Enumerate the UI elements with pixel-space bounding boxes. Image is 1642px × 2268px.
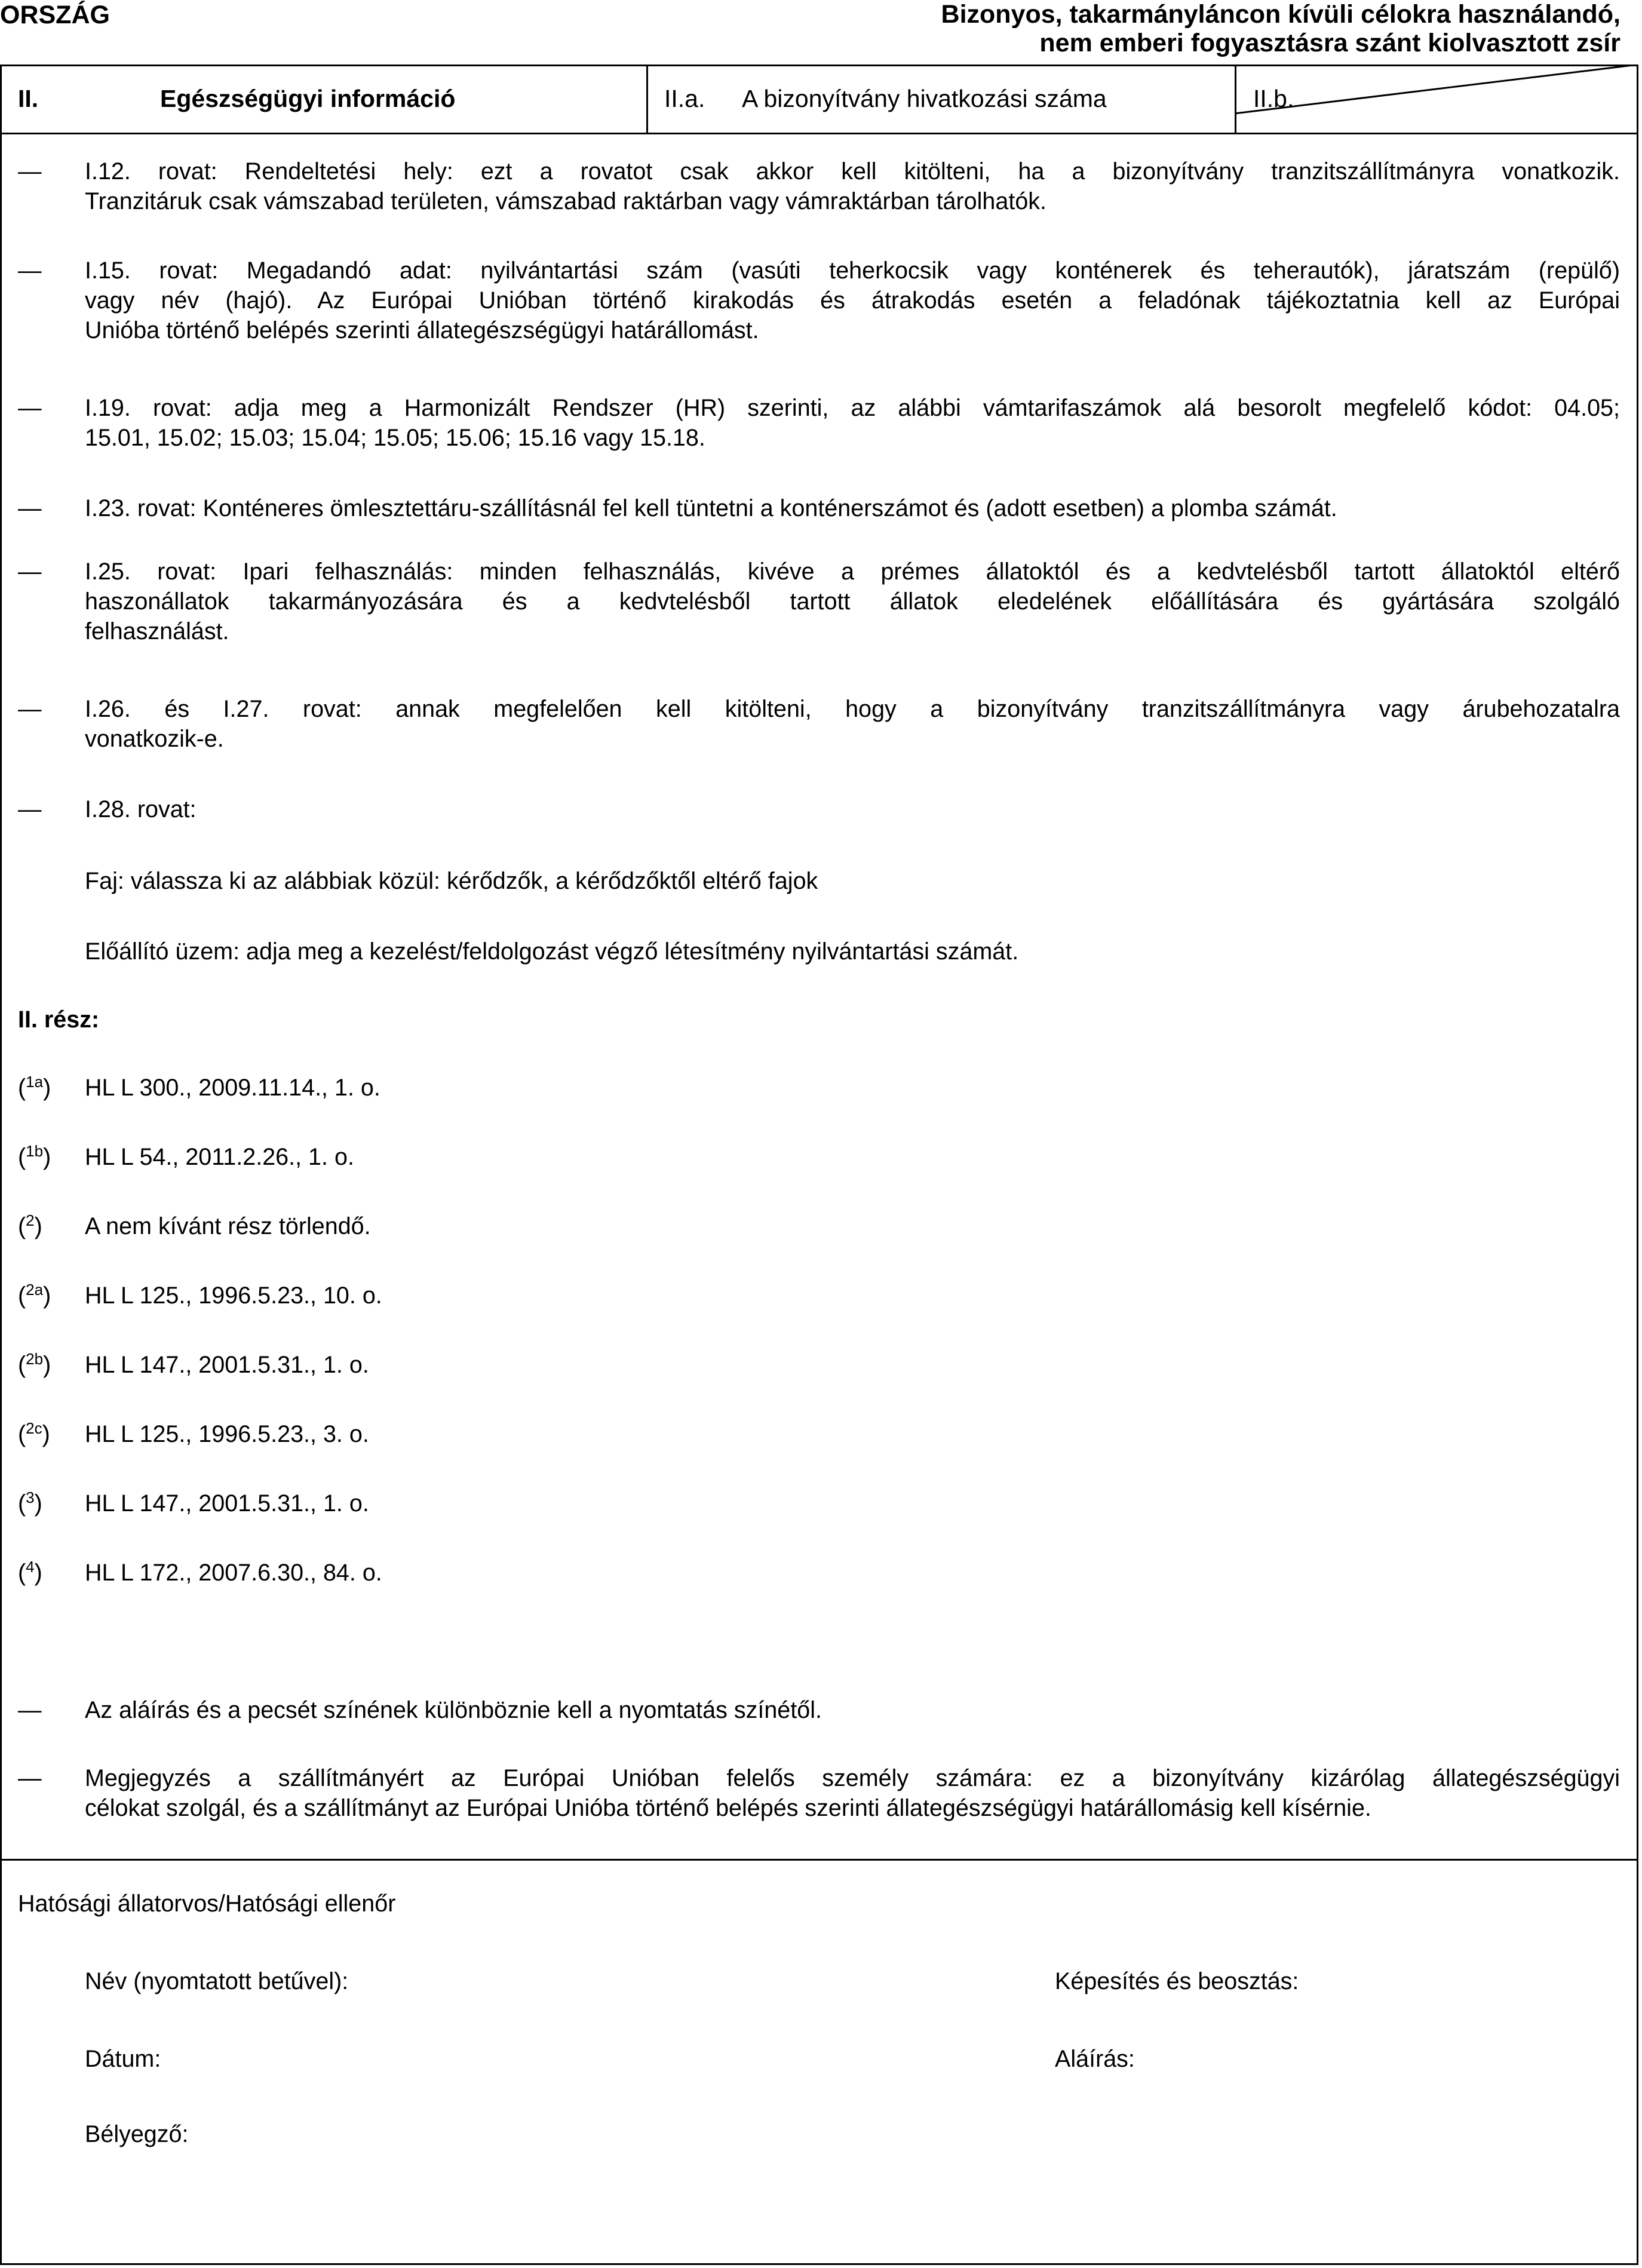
- footnote-marker: ($^{1b}$): [18, 1142, 51, 1170]
- section-number: II.: [18, 85, 39, 112]
- note-dash: —: [18, 696, 42, 722]
- note-line: I.15. rovat: Megadandó adat: nyilvántartási szám (vasúti teherkocsik vagy konténerek és teherautók), járatszám (repülő): [85, 257, 1620, 284]
- note-line: I.12. rovat: Rendeltetési hely: ezt a rovatot csak akkor kell kitölteni, ha a bizonyítvány tranzitszállítmányra vonatkozik.: [85, 158, 1620, 185]
- certificate-title-line-1: Bizonyos, takarmányláncon kívüli célokra használandó,: [941, 0, 1620, 29]
- name-label: Név (nyomtatott betűvel):: [85, 1968, 349, 1994]
- note-i15: [85, 256, 1620, 345]
- note-i28: [85, 794, 1620, 824]
- certificate-title-line-2: nem emberi fogyasztásra szánt kiolvasztott zsír: [1039, 29, 1620, 57]
- note-line: vonatkozik-e.: [85, 726, 224, 752]
- footnote-text: A nem kívánt rész törlendő.: [85, 1213, 371, 1239]
- note-dash: —: [18, 1697, 42, 1723]
- note-dash: —: [18, 558, 42, 585]
- date-label: Dátum:: [85, 2046, 161, 2072]
- note-line: I.26. és I.27. rovat: annak megfelelően kell kitölteni, hogy a bizonyítvány tranzitszállítmányra vagy árubehozatalra: [85, 696, 1620, 722]
- section-title: Egészségügyi információ: [160, 85, 456, 112]
- footnote-text: HL L 125., 1996.5.23., 10. o.: [85, 1282, 382, 1309]
- footnote-marker: ($^{2c}$): [18, 1419, 50, 1447]
- note-signature-color: [85, 1695, 1620, 1725]
- footnote-marker: ($^{2b}$): [18, 1350, 51, 1378]
- note-i12: [85, 156, 1620, 216]
- i28-plant: Előállító üzem: adja meg a kezelést/feldolgozást végző létesítmény nyilvántartási számát.: [85, 938, 1019, 965]
- note-line: I.25. rovat: Ipari felhasználás: minden felhasználás, kivéve a prémes állatoktól és a kedvtelésből tartott állatoktól eltérő: [85, 558, 1620, 585]
- footnote-text: HL L 300., 2009.11.14., 1. o.: [85, 1075, 380, 1101]
- note-dash: —: [18, 1765, 42, 1791]
- note-line: I.19. rovat: adja meg a Harmonizált Rendszer (HR) szerinti, az alábbi vámtarifaszámok alá besorolt megfelelő kódot: 04.05;: [85, 395, 1620, 421]
- footnote-text: HL L 147., 2001.5.31., 1. o.: [85, 1352, 369, 1378]
- footnote-text: HL L 125., 1996.5.23., 3. o.: [85, 1421, 369, 1447]
- ref-code: II.a.: [664, 85, 705, 112]
- note-line: haszonállatok takarmányozására és a kedvtelésből tartott állatok eledelének előállítására és gyártására szolgáló: [85, 588, 1620, 615]
- part2-heading: II. rész:: [18, 1006, 100, 1033]
- footnote-marker: ($^3$): [18, 1489, 42, 1517]
- stamp-label: Bélyegző:: [85, 2121, 189, 2147]
- footnote-text: HL L 147., 2001.5.31., 1. o.: [85, 1490, 369, 1517]
- note-line: I.23. rovat: Konténeres ömlesztettáru-szállításnál fel kell tüntetni a konténerszámot és (adott esetben) a plomba számát.: [85, 495, 1337, 521]
- note-dash: —: [18, 395, 42, 421]
- country-label: ORSZÁG: [0, 1, 110, 29]
- note-dash: —: [18, 495, 42, 521]
- note-dash: —: [18, 158, 42, 185]
- note-dash: —: [18, 796, 42, 823]
- footnote-text: HL L 172., 2007.6.30., 84. o.: [85, 1560, 382, 1586]
- note-line: Megjegyzés a szállítmányért az Európai Unióban felelős személy számára: ez a bizonyítvány kizárólag állategészségügyi: [85, 1765, 1620, 1791]
- qualification-label: Képesítés és beosztás:: [1055, 1968, 1299, 1994]
- ref-b-diagonal: [1235, 65, 1638, 134]
- note-line: Unióba történő belépés szerinti állategészségügyi határállomást.: [85, 317, 759, 343]
- signature-label: Aláírás:: [1055, 2046, 1135, 2072]
- note-i19: [85, 393, 1620, 453]
- footnote-marker: ($^{1a}$): [18, 1073, 51, 1101]
- footnote-marker: ($^4$): [18, 1558, 42, 1586]
- note-dash: —: [18, 257, 42, 284]
- note-consignment: [85, 1763, 1620, 1823]
- official-veterinarian-heading: Hatósági állatorvos/Hatósági ellenőr: [18, 1890, 396, 1917]
- note-line: 15.01, 15.02; 15.03; 15.04; 15.05; 15.06; 15.16 vagy 15.18.: [85, 425, 705, 451]
- i28-species: Faj: válassza ki az alábbiak közül: kérődzők, a kérődzőktől eltérő fajok: [85, 868, 818, 894]
- note-line: Az aláírás és a pecsét színének különböznie kell a nyomtatás színétől.: [85, 1697, 822, 1723]
- note-i26-i27: [85, 694, 1620, 754]
- footnote-marker: ($^2$): [18, 1211, 42, 1239]
- header-divider-1: [646, 65, 648, 134]
- note-i23: [85, 493, 1620, 523]
- certificate-title: [725, 0, 1620, 57]
- note-i25: [85, 557, 1620, 646]
- footnote-marker: ($^{2a}$): [18, 1281, 51, 1309]
- note-line: I.28. rovat:: [85, 796, 197, 823]
- note-line: Tranzitáruk csak vámszabad területen, vámszabad raktárban vagy vámraktárban tárolhatók.: [85, 188, 1047, 214]
- signature-divider: [0, 1859, 1638, 1861]
- ref-b-label: II.b.: [1253, 85, 1294, 112]
- note-line: vagy név (hajó). Az Európai Unióban történő kirakodás és átrakodás esetén a feladónak tájékoztatnia kell az Európai: [85, 287, 1620, 314]
- ref-label: A bizonyítvány hivatkozási száma: [742, 85, 1107, 112]
- note-line: felhasználást.: [85, 618, 229, 645]
- footnote-text: HL L 54., 2011.2.26., 1. o.: [85, 1144, 354, 1170]
- note-line: célokat szolgál, és a szállítmányt az Európai Unióba történő belépés szerinti állategészségügyi határállomásig kell kísérnie.: [85, 1795, 1371, 1821]
